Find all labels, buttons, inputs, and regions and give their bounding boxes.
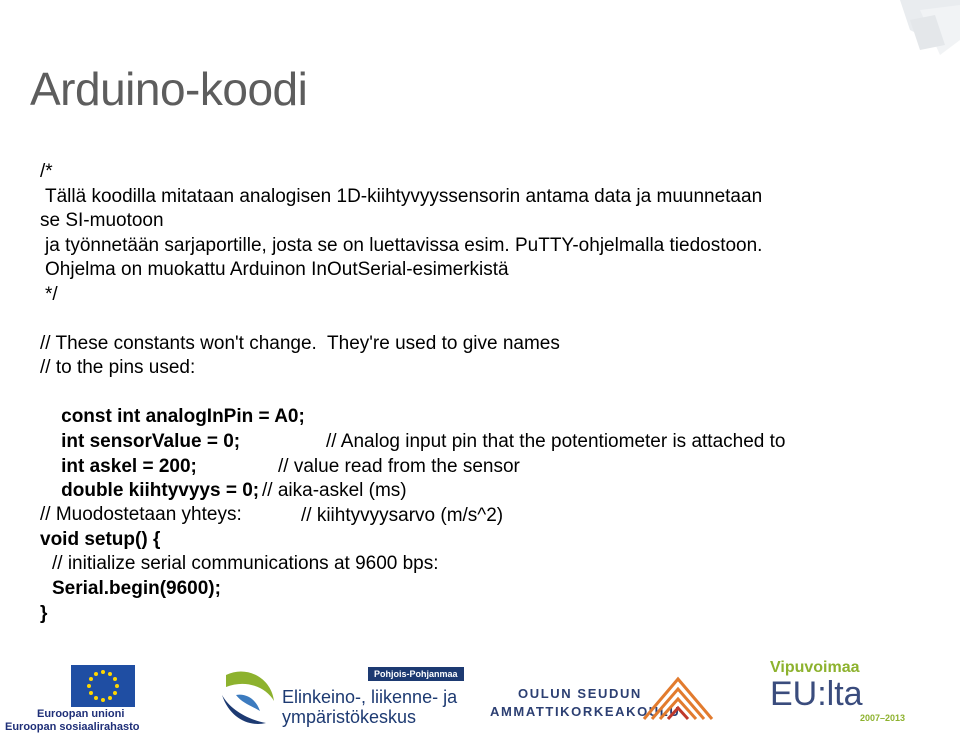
ely-emblem-icon xyxy=(216,665,278,731)
page-title: Arduino-koodi xyxy=(30,63,308,115)
vip-eu-text: EU:lta xyxy=(770,675,863,713)
code-line: // Muodostetaan yhteys: xyxy=(40,504,242,526)
ely-region-badge: Pohjois-Pohjanmaa xyxy=(368,667,464,681)
corner-decoration xyxy=(850,0,960,60)
code-comment: // kiihtyvyysarvo (m/s^2) xyxy=(301,504,504,526)
code-statement: int askel = 200; xyxy=(61,455,197,477)
eu-flag-icon xyxy=(71,665,135,707)
code-line: ja työnnetään sarjaportille, josta se on luettavissa esim. PuTTY-ohjelmalla tiedostoon. xyxy=(45,234,763,256)
code-line: Tällä koodilla mitataan analogisen 1D-kiihtyvyyssensorin antama data ja muunnetaan xyxy=(45,185,763,207)
code-line: Ohjelma on muokattu Arduinon InOutSerial-esimerkistä xyxy=(45,259,509,281)
ely-name-line1: Elinkeino-, liikenne- ja xyxy=(282,687,458,707)
ely-name-line2: ympäristökeskus xyxy=(282,707,417,727)
code-line: */ xyxy=(45,283,58,305)
code-statement: const int analogInPin = A0; xyxy=(61,406,305,428)
code-line: se SI-muotoon xyxy=(40,210,164,232)
code-comment: // Analog input pin that the potentiometer is attached to xyxy=(326,430,786,452)
code-line: // These constants won't change. They're used to give names xyxy=(40,332,560,354)
ely-logo xyxy=(216,665,456,731)
code-line: // to the pins used: xyxy=(40,357,196,379)
oamk-line1: OULUN SEUDUN xyxy=(518,686,642,701)
code-line: /* xyxy=(40,161,53,182)
code-line: } xyxy=(40,602,48,624)
vip-title: Vipuvoimaa xyxy=(770,659,860,676)
eu-label: Euroopan unioni xyxy=(37,708,125,720)
arrow-logo-icon xyxy=(640,673,716,723)
code-comment: // aika-askel (ms) xyxy=(262,480,407,502)
code-statement: double kiihtyvyys = 0; xyxy=(61,480,260,502)
code-line: // initialize serial communications at 9600 bps: xyxy=(52,553,439,575)
blank-line xyxy=(40,308,940,332)
code-statement: int sensorValue = 0; xyxy=(61,430,241,452)
esr-label: Euroopan sosiaalirahasto xyxy=(5,721,140,733)
vip-years: 2007–2013 xyxy=(860,713,906,723)
code-line: Serial.begin(9600); xyxy=(52,577,221,599)
code-line: void setup() { xyxy=(40,528,161,550)
footer-logos xyxy=(0,655,960,734)
code-listing xyxy=(40,160,940,626)
oamk-line2: AMMATTIKORKEAKOULU xyxy=(490,704,681,719)
code-comment: // value read from the sensor xyxy=(278,455,520,477)
vipuvoimaa-logo xyxy=(770,659,910,723)
